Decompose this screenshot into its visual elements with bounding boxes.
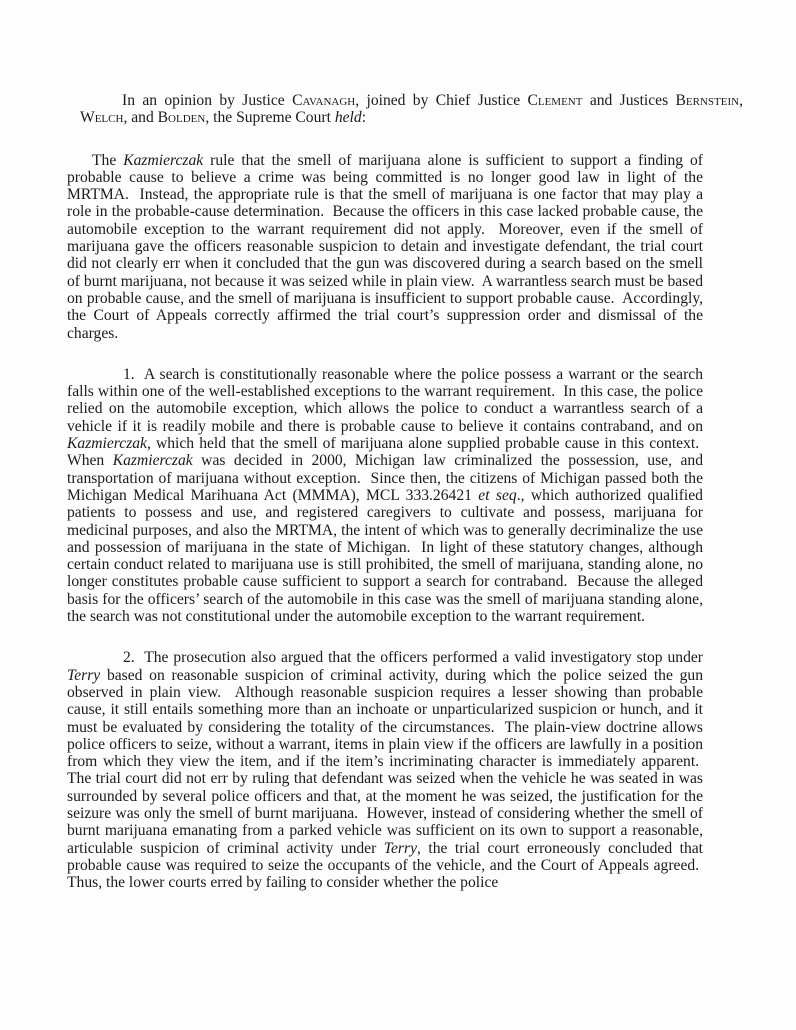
text-segment: , and (123, 109, 158, 127)
attribution-paragraph (80, 92, 743, 127)
text-segment: , the Supreme Court (205, 109, 335, 127)
text-segment: rule that the smell of marijuana alone is sufficient to support a finding of probable cause to believe a crime was being committed is no longer good law in light of the MRTMA. Instead, the appropriate rule is that the smell of marijuana is one factor that may play a role in the probable-cause determination. Because the officers in this case lacked probable cause, the automobile exception to the warrant requirement did not apply. Moreover, even if the smell of marijuana gave the officers reasonable suspicion to detain and investigate defendant, the trial court did not clearly err when it concluded that the gun was discovered during a search based on the smell of burnt marijuana, not because it was seized while in plain view. A warrantless search must be based on probable cause, and the smell of marijuana is insufficient to support probable cause. Accordingly, the Court of Appeals correctly affirmed the trial court’s suppression order and dismissal of the charges. (67, 151, 703, 342)
text-segment: , (739, 92, 743, 109)
smallcaps-name-segment: Bernstein (675, 92, 740, 109)
text-segment: 2. The prosecution also argued that the officers performed a valid investigatory stop under (123, 649, 703, 667)
text-segment: , the trial court erroneously concluded that probable cause was required to seize the occupants of the vehicle, and the Court of Appeals agreed. Thus, the lower courts erred by failing to consider whether the police (67, 839, 703, 892)
text-segment: : (361, 109, 367, 127)
italic-text-segment: Kazmierczak (123, 151, 204, 169)
smallcaps-name-segment: Bolden (157, 109, 206, 127)
text-segment: 1. A search is constitutionally reasonable where the police possess a warrant or the search falls within one of the well-established exceptions to the warrant requirement. In this case, the police relied on the automobile exception, which allows the police to conduct a warrantless search of a vehicle if it is readily mobile and there is probable cause to believe it contains contraband, and on (67, 365, 703, 435)
italic-text-segment: et seq (478, 486, 517, 504)
smallcaps-name-segment: Welch (80, 109, 124, 127)
holding-summary-paragraph (67, 152, 703, 342)
italic-text-segment: held (334, 109, 362, 127)
text-segment: and Justices (582, 92, 676, 109)
document-body (67, 92, 743, 915)
text-segment: , joined by Chief Justice (355, 92, 528, 109)
italic-text-segment: Terry (67, 666, 101, 684)
numbered-point-2-paragraph (67, 649, 703, 891)
text-segment: , which held that the smell of marijuana alone supplied probable cause in this context. When (67, 435, 703, 470)
numbered-point-1-paragraph (67, 366, 703, 625)
italic-text-segment: Kazmierczak (112, 452, 193, 470)
italic-text-segment: Terry (383, 839, 417, 857)
italic-text-segment: Kazmierczak (67, 435, 147, 453)
smallcaps-name-segment: Cavanagh (292, 92, 356, 109)
text-segment: In an opinion by Justice (122, 92, 293, 109)
text-segment: was decided in 2000, Michigan law criminalized the possession, use, and transportation of marijuana without exception. Since then, the citizens of Michigan passed both the Michigan Medical Marihuana Act (MMMA), MCL 333.26421 (67, 452, 703, 504)
text-segment: based on reasonable suspicion of criminal activity, during which the police seized the gun observed in plain view. Although reasonable suspicion requires a lesser showing than probable cause, it still entails something more than an inchoate or unparticularized suspicion or hunch, and it must be evaluated by considering the totality of the circumstances. The plain-view doctrine allows police officers to seize, without a warrant, items in plain view if the officers are lawfully in a position from which they view the item, and if the item’s incriminating character is immediately apparent. The trial court did not err by ruling that defendant was seized when the vehicle he was seated in was surrounded by several police officers and that, at the moment he was seized, the justification for the seizure was only the smell of burnt marijuana. However, instead of considering whether the smell of burnt marijuana emanating from a parked vehicle was sufficient on its own to support a reasonable, articulable suspicion of criminal activity under (67, 666, 703, 857)
smallcaps-name-segment: Clement (527, 92, 583, 109)
text-segment: The (92, 151, 124, 169)
text-segment: ., which authorized qualified patients to possess and use, and registered caregivers to cultivate and possess, marijuana for medicinal purposes, and also the MRTMA, the intent of which was to generally decriminalize the use and possession of marijuana in the state of Michigan. In light of these statutory changes, although certain conduct related to marijuana use is still prohibited, the smell of marijuana, standing alone, no longer constitutes probable cause sufficient to support a search for contraband. Because the alleged basis for the officers’ search of the automobile in this case was the smell of marijuana standing alone, the search was not constitutional under the automobile exception to the warrant requirement. (67, 486, 703, 626)
